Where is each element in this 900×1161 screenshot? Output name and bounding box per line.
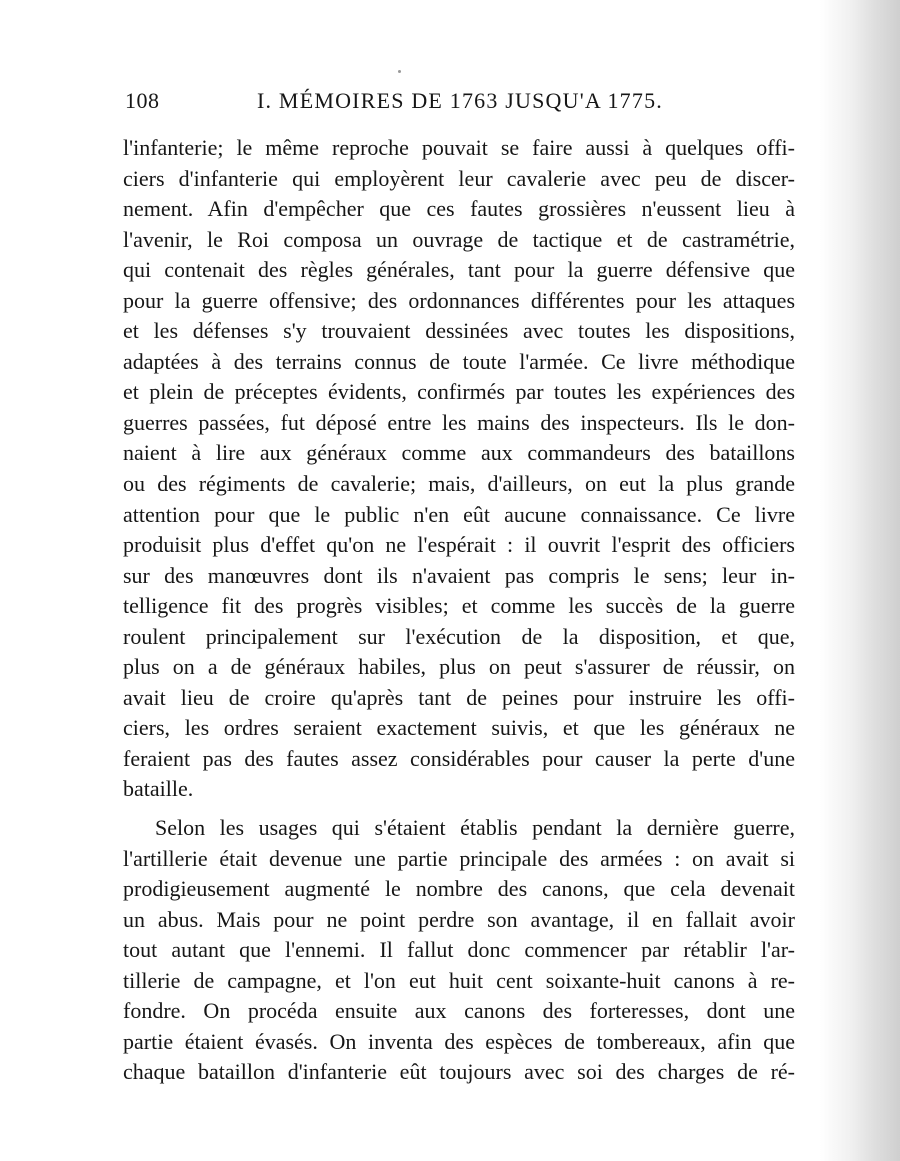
text-line: Selon les usages qui s'étaient établis pendant la dernière guerre, <box>155 815 795 841</box>
text-line: un abus. Mais pour ne point perdre son avantage, il en fallait avoir <box>123 906 795 932</box>
paragraph-2 <box>123 813 795 1088</box>
text-line: naient à lire aux généraux comme aux commandeurs des bataillons <box>123 440 795 466</box>
paragraph-gap <box>123 805 795 813</box>
text-line: adaptées à des terrains connus de toute l'armée. Ce livre méthodique <box>123 348 795 374</box>
page-header <box>125 88 670 120</box>
text-line: partie étaient évasés. On inventa des espèces de tombereaux, afin que <box>123 1028 795 1054</box>
text-line: prodigieusement augmenté le nombre des canons, que cela devenait <box>123 876 795 902</box>
text-line: tout autant que l'ennemi. Il fallut donc commencer par rétablir l'ar- <box>123 937 795 963</box>
text-line: ou des régiments de cavalerie; mais, d'ailleurs, on eut la plus grande <box>123 471 795 497</box>
text-line: l'infanterie; le même reproche pouvait se faire aussi à quelques offi- <box>123 135 795 160</box>
text-line: feraient pas des fautes assez considérables pour causer la perte d'une <box>123 745 795 771</box>
text-line: produisit plus d'effet qu'on ne l'espérait : il ouvrit l'esprit des officiers <box>123 532 795 558</box>
paragraph-1 <box>123 133 795 805</box>
text-line: sur des manœuvres dont ils n'avaient pas compris le sens; leur in- <box>123 562 795 588</box>
text-line: roulent principalement sur l'exécution de la disposition, et que, <box>123 623 795 649</box>
text-line: bataille. <box>123 776 194 802</box>
text-line: chaque bataillon d'infanterie eût toujours avec soi des charges de ré- <box>123 1059 795 1085</box>
page-speck <box>398 70 401 73</box>
text-line: qui contenait des règles générales, tant pour la guerre défensive que <box>123 257 795 283</box>
text-line: tillerie de campagne, et l'on eut huit cent soixante-huit canons à re- <box>123 967 795 993</box>
text-line: plus on a de généraux habiles, plus on peut s'assurer de réussir, on <box>123 654 795 680</box>
text-line: avait lieu de croire qu'après tant de peines pour instruire les offi- <box>123 684 795 710</box>
text-line: pour la guerre offensive; des ordonnances différentes pour les attaques <box>123 287 795 313</box>
text-line: guerres passées, fut déposé entre les mains des inspecteurs. Ils le don- <box>123 409 795 435</box>
text-line: attention pour que le public n'en eût aucune connaissance. Ce livre <box>123 501 795 527</box>
text-line: et les défenses s'y trouvaient dessinées avec toutes les dispositions, <box>123 318 795 344</box>
text-line: l'artillerie était devenue une partie principale des armées : on avait si <box>123 845 795 871</box>
text-line: nement. Afin d'empêcher que ces fautes grossières n'eussent lieu à <box>123 196 795 222</box>
text-line: l'avenir, le Roi composa un ouvrage de tactique et de castramétrie, <box>123 226 795 252</box>
body-text <box>123 133 795 1088</box>
running-head: I. MÉMOIRES DE 1763 JUSQU'A 1775. <box>257 88 663 113</box>
text-line: telligence fit des progrès visibles; et comme les succès de la guerre <box>123 593 795 619</box>
text-line: ciers d'infanterie qui employèrent leur cavalerie avec peu de discer- <box>123 165 795 191</box>
text-line: ciers, les ordres seraient exactement suivis, et que les généraux ne <box>123 715 795 741</box>
page-number: 108 <box>125 88 160 113</box>
text-line: fondre. On procéda ensuite aux canons des forteresses, dont une <box>123 998 795 1024</box>
text-line: et plein de préceptes évidents, confirmés par toutes les expériences des <box>123 379 795 405</box>
